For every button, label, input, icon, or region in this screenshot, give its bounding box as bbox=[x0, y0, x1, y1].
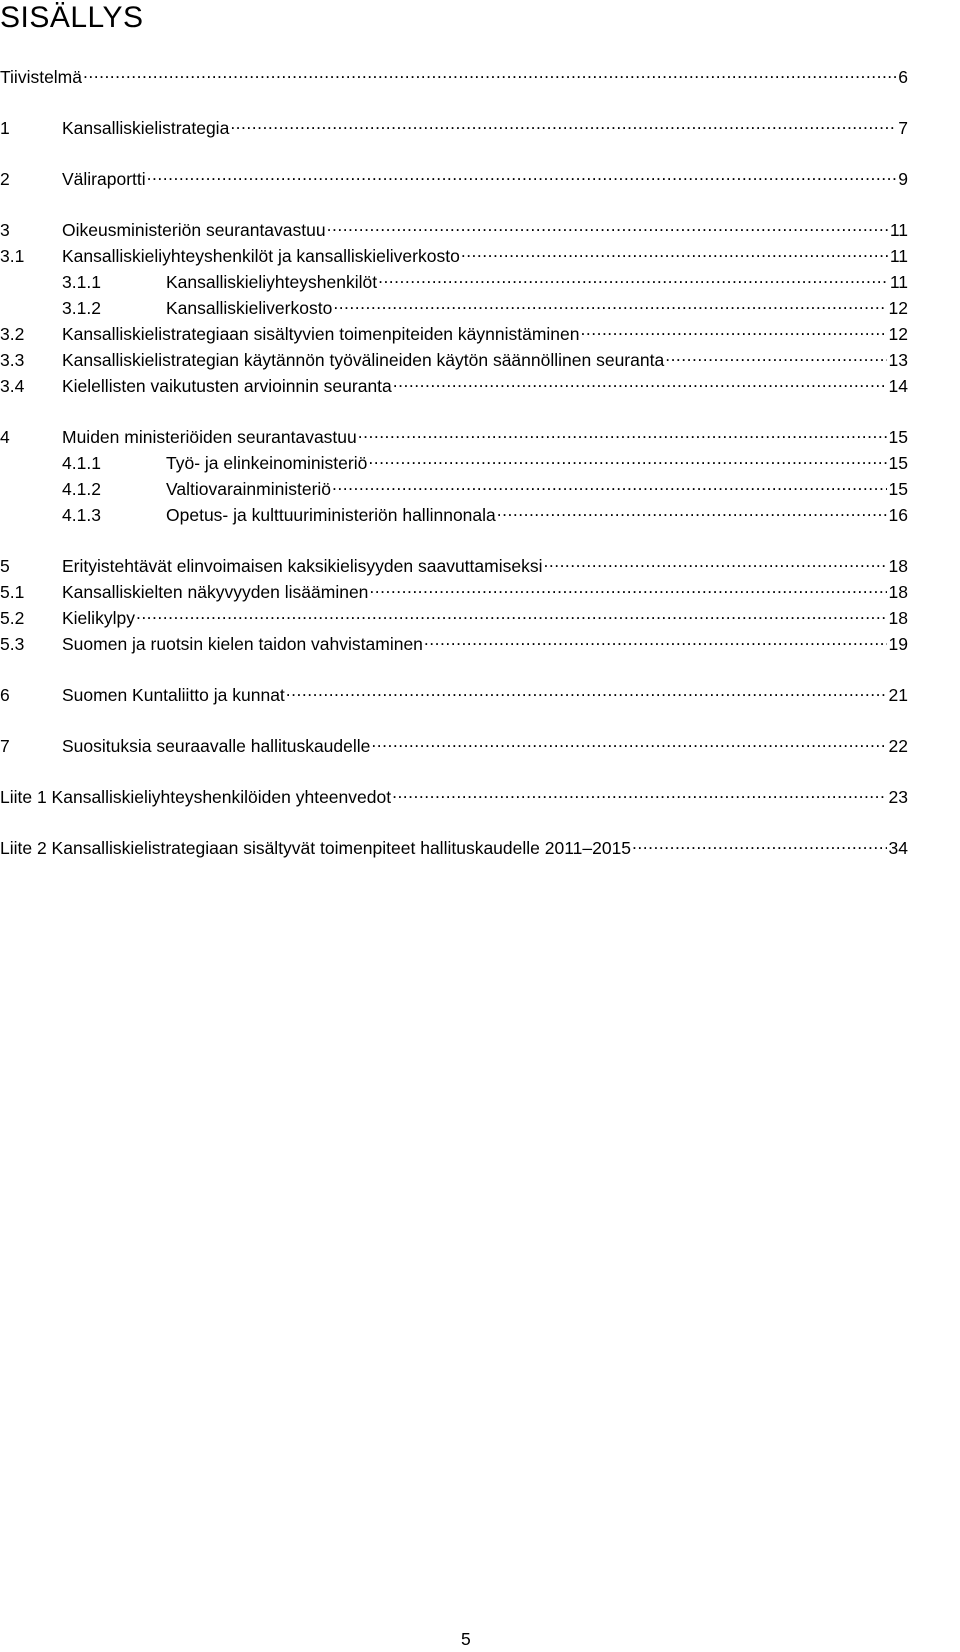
toc-entry-number: 5.1 bbox=[0, 582, 25, 602]
toc-dot-leader bbox=[333, 292, 886, 314]
toc-entry-title: Oikeusministeriön seurantavastuu bbox=[62, 220, 326, 240]
toc-entry-page: 13 bbox=[888, 350, 908, 370]
toc-entry-summary[interactable] bbox=[0, 61, 908, 88]
toc-entry-page: 14 bbox=[888, 376, 908, 396]
toc-entry-title: Väliraportti bbox=[62, 169, 146, 189]
toc-entry-title: Erityistehtävät elinvoimaisen kaksikielisyyden saavuttamiseksi bbox=[62, 556, 543, 576]
toc-entry-number: 3.2 bbox=[0, 324, 25, 344]
toc-entry-5-2[interactable] bbox=[0, 602, 908, 629]
toc-dot-leader bbox=[358, 421, 887, 443]
toc-dot-leader bbox=[378, 266, 888, 288]
toc-entry-appendix-1[interactable] bbox=[0, 781, 908, 808]
page-title: SISÄLLYS bbox=[0, 1, 144, 34]
toc-entry-title: Kielellisten vaikutusten arvioinnin seuranta bbox=[62, 376, 392, 396]
toc-dot-leader bbox=[332, 473, 887, 495]
toc-entry-page: 15 bbox=[888, 427, 908, 447]
toc-entry-number: 4 bbox=[0, 427, 10, 447]
toc-entry-page: 18 bbox=[888, 608, 908, 628]
toc-entry-4-1-3[interactable] bbox=[62, 499, 908, 526]
toc-entry-title: Muiden ministeriöiden seurantavastuu bbox=[62, 427, 357, 447]
toc-entry-7[interactable] bbox=[0, 730, 908, 757]
toc-entry-number: 3 bbox=[0, 220, 10, 240]
toc-entry-page: 19 bbox=[888, 634, 908, 654]
toc-entry-5-3[interactable] bbox=[0, 628, 908, 655]
toc-entry-page: 18 bbox=[888, 556, 908, 576]
toc-entry-page: 11 bbox=[889, 246, 908, 266]
toc-entry-page: 7 bbox=[898, 118, 908, 138]
toc-entry-number: 3.1 bbox=[0, 246, 25, 266]
toc-entry-page: 15 bbox=[888, 479, 908, 499]
toc-dot-leader bbox=[230, 112, 896, 134]
toc-entry-title: Valtiovarainministeriö bbox=[166, 479, 332, 499]
toc-entry-title: Kansalliskielistrategian käytännön työvälineiden käytön säännöllinen seuranta bbox=[62, 350, 665, 370]
toc-entry-3-3[interactable] bbox=[0, 344, 908, 371]
toc-entry-page: 18 bbox=[888, 582, 908, 602]
toc-entry-title: Liite 2 Kansalliskielistrategiaan sisältyvät toimenpiteet hallituskaudelle 2011–2015 bbox=[0, 838, 632, 858]
toc-entry-3[interactable] bbox=[0, 214, 908, 241]
toc-entry-3-1-2[interactable] bbox=[62, 292, 908, 319]
toc-dot-leader bbox=[665, 344, 886, 366]
toc-entry-title: Suomen ja ruotsin kielen taidon vahvistaminen bbox=[62, 634, 423, 654]
toc-entry-number: 3.4 bbox=[0, 376, 25, 396]
toc-entry-page: 6 bbox=[898, 67, 908, 87]
toc-entry-title: Kielikylpy bbox=[62, 608, 135, 628]
toc-entry-number: 4.1.1 bbox=[62, 453, 101, 473]
toc-entry-4[interactable] bbox=[0, 421, 908, 448]
toc-dot-leader bbox=[327, 214, 888, 236]
toc-entry-3-4[interactable] bbox=[0, 370, 908, 397]
toc-entry-title: Kansalliskieliyhteyshenkilöt bbox=[166, 272, 378, 292]
toc-dot-leader bbox=[392, 781, 886, 803]
toc-entry-number: 5.2 bbox=[0, 608, 25, 628]
toc-entry-page: 34 bbox=[888, 838, 908, 858]
toc-entry-number: 7 bbox=[0, 736, 10, 756]
toc-dot-leader bbox=[461, 240, 888, 262]
toc-entry-number: 4.1.3 bbox=[62, 505, 101, 525]
toc-entry-number: 2 bbox=[0, 169, 10, 189]
toc-entry-appendix-2[interactable] bbox=[0, 832, 908, 859]
toc-entry-number: 3.1.1 bbox=[62, 272, 101, 292]
toc-entry-3-2[interactable] bbox=[0, 318, 908, 345]
toc-dot-leader bbox=[147, 163, 897, 185]
toc-dot-leader bbox=[632, 832, 886, 854]
toc-dot-leader bbox=[371, 730, 886, 752]
toc-entry-page: 16 bbox=[888, 505, 908, 525]
toc-entry-4-1-1[interactable] bbox=[62, 447, 908, 474]
toc-entry-number: 4.1.2 bbox=[62, 479, 101, 499]
toc-entry-title: Kansalliskielistrategiaan sisältyvien toimenpiteiden käynnistäminen bbox=[62, 324, 580, 344]
toc-entry-page: 12 bbox=[888, 324, 908, 344]
toc-dot-leader bbox=[368, 447, 886, 469]
toc-entry-number: 3.3 bbox=[0, 350, 25, 370]
toc-dot-leader bbox=[424, 628, 887, 650]
toc-entry-4-1-2[interactable] bbox=[62, 473, 908, 500]
toc-entry-title: Suomen Kuntaliitto ja kunnat bbox=[62, 685, 285, 705]
toc-entry-3-1[interactable] bbox=[0, 240, 908, 267]
toc-dot-leader bbox=[393, 370, 887, 392]
toc-entry-title: Kansalliskielistrategia bbox=[62, 118, 230, 138]
toc-entry-5-1[interactable] bbox=[0, 576, 908, 603]
toc-entry-6[interactable] bbox=[0, 679, 908, 706]
toc-entry-page: 12 bbox=[888, 298, 908, 318]
toc-entry-number: 5.3 bbox=[0, 634, 25, 654]
toc-entry-title: Työ- ja elinkeinoministeriö bbox=[166, 453, 368, 473]
toc-dot-leader bbox=[497, 499, 887, 521]
toc-entry-page: 11 bbox=[889, 220, 908, 240]
toc-entry-page: 15 bbox=[888, 453, 908, 473]
toc-dot-leader bbox=[543, 550, 886, 572]
toc-entry-title: Tiivistelmä bbox=[0, 67, 82, 87]
page-number: 5 bbox=[461, 1629, 471, 1649]
toc-dot-leader bbox=[286, 679, 887, 701]
toc-entry-page: 21 bbox=[888, 685, 908, 705]
toc-entry-number: 3.1.2 bbox=[62, 298, 101, 318]
toc-entry-3-1-1[interactable] bbox=[62, 266, 908, 293]
toc-entry-title: Suosituksia seuraavalle hallituskaudelle bbox=[62, 736, 371, 756]
toc-entry-title: Opetus- ja kulttuuriministeriön hallinnonala bbox=[166, 505, 496, 525]
toc-entry-1[interactable] bbox=[0, 112, 908, 139]
toc-entry-page: 11 bbox=[889, 272, 908, 292]
toc-dot-leader bbox=[136, 602, 887, 624]
toc-entry-title: Kansalliskielten näkyvyyden lisääminen bbox=[62, 582, 369, 602]
toc-dot-leader bbox=[83, 61, 896, 83]
toc-entry-page: 23 bbox=[888, 787, 908, 807]
toc-entry-title: Kansalliskieliverkosto bbox=[166, 298, 333, 318]
toc-entry-title: Kansalliskieliyhteyshenkilöt ja kansalliskieliverkosto bbox=[62, 246, 460, 266]
toc-entry-page: 9 bbox=[898, 169, 908, 189]
toc-entry-5[interactable] bbox=[0, 550, 908, 577]
toc-entry-page: 22 bbox=[888, 736, 908, 756]
toc-entry-2[interactable] bbox=[0, 163, 908, 190]
toc-entry-title: Liite 1 Kansalliskieliyhteyshenkilöiden yhteenvedot bbox=[0, 787, 392, 807]
toc-entry-number: 6 bbox=[0, 685, 10, 705]
toc-entry-number: 1 bbox=[0, 118, 10, 138]
toc-dot-leader bbox=[369, 576, 886, 598]
toc-entry-number: 5 bbox=[0, 556, 10, 576]
toc-dot-leader bbox=[581, 318, 887, 340]
